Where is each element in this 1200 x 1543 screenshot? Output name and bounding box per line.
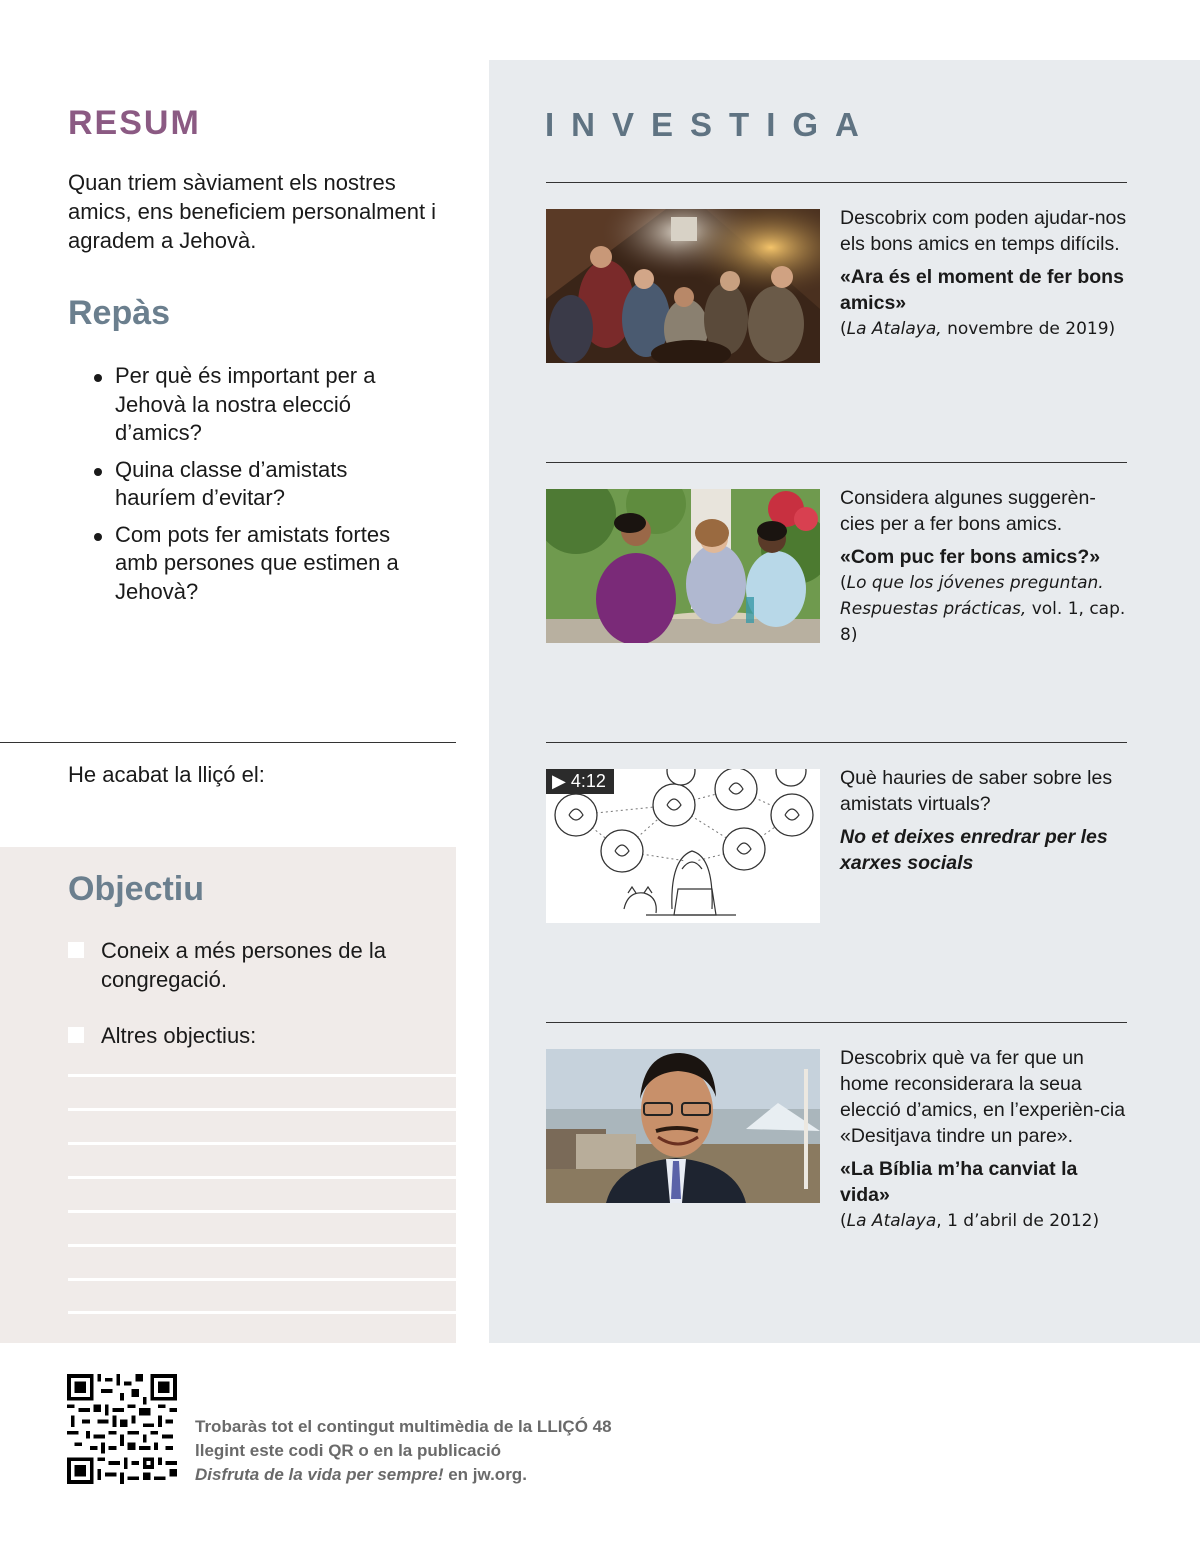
qr-code[interactable] [67,1374,177,1484]
research-item-title[interactable]: No et deixes enredrar per les xarxes socials [840,826,1108,874]
qr-code-icon [67,1374,177,1484]
review-question [92,362,422,448]
goal-title: Objectiu [68,870,205,908]
writing-line[interactable] [68,1311,456,1314]
writing-line[interactable] [68,1210,456,1213]
source-detail: vol. 1, cap. 8) [840,599,1126,645]
footer-line: llegint este codi QR o en la publicació [195,1441,502,1460]
writing-line[interactable] [68,1074,456,1077]
video-duration-badge [546,769,614,794]
review-list [92,362,422,614]
research-item-info [840,485,1130,648]
attic-group-photo [546,209,820,363]
review-question [92,521,422,607]
footer-line: Trobaràs tot el contingut multimèdia de la LLIÇÓ 48 [195,1417,612,1436]
checkbox-icon[interactable] [68,1027,84,1043]
research-item-source: (Lo que los jóvenes preguntan. Respuestas prácticas, vol. 1, cap. 8) [840,573,1126,645]
research-item-title[interactable]: «Com puc fer bons amics?» [840,546,1101,568]
research-item-source: (La Atalaya, novembre de 2019) [840,319,1116,339]
bullet-icon [94,374,102,382]
divider [0,742,456,743]
summary-text: Quan triem sàviament els nostres amics, ens beneficiem personalment i agradem a Jehovà. [68,170,437,253]
review-question-text: Com pots fer amistats fortes amb persones que estimen a Jehovà? [115,521,399,604]
footer-note [195,1415,612,1487]
source-publication: La Atalaya, [846,319,942,339]
source-publication: La Atalaya [846,1211,937,1231]
video-thumbnail[interactable] [546,769,820,923]
summary-title: RESUM [68,104,201,142]
play-icon[interactable]: ▶ [552,771,566,791]
goal-item-text: Coneix a més persones de la congregació. [101,938,386,992]
goal-box [0,847,456,1343]
divider [546,1022,1127,1023]
research-thumbnail[interactable] [546,489,820,643]
writing-line[interactable] [68,1244,456,1247]
bullet-icon [94,468,102,476]
source-detail: , 1 d’abril de 2012) [936,1211,1100,1231]
footer-line [195,1463,612,1487]
research-thumbnail[interactable] [546,209,820,363]
source-detail: novembre de 2019) [941,319,1116,339]
goal-item[interactable] [68,1022,428,1051]
review-question-text: Quina classe d’amistats hauríem d’evitar? [115,456,348,510]
research-item-title[interactable]: «La Bíblia m’ha canviat la vida» [840,1158,1078,1206]
man-portrait-photo [546,1049,820,1203]
research-item-description: Considera algunes suggerèn-cies per a fer bons amics. [840,487,1096,535]
review-question [92,456,422,513]
footer-suffix: en jw.org. [443,1465,527,1484]
research-item-info [840,1045,1130,1234]
review-title: Repàs [68,294,171,332]
research-item-source: (La Atalaya, 1 d’abril de 2012) [840,1211,1100,1231]
finished-date-label: He acabat la lliçó el: [68,762,265,787]
research-item-info [840,765,1130,876]
checkbox-icon[interactable] [68,942,84,958]
video-duration: 4:12 [570,771,606,791]
bullet-icon [94,533,102,541]
friends-cafe-photo [546,489,820,643]
publication-title[interactable]: Disfruta de la vida per sempre! [195,1465,444,1484]
writing-line[interactable] [68,1278,456,1281]
writing-line[interactable] [68,1142,456,1145]
divider [546,462,1127,463]
research-item-description: Què hauries de saber sobre les amistats virtuals? [840,767,1113,815]
review-question-text: Per què és important per a Jehovà la nostra elecció d’amics? [115,363,376,445]
goal-item-text: Altres objectius: [101,1023,257,1048]
divider [546,182,1127,183]
research-title: INVESTIGA [545,106,876,143]
writing-line[interactable] [68,1176,456,1179]
writing-line[interactable] [68,1108,456,1111]
research-item-info [840,205,1130,342]
research-thumbnail[interactable] [546,1049,820,1203]
divider [546,742,1127,743]
research-item-description: Descobrix què va fer que un home reconsiderara la seua elecció d’amics, en l’experièn-cia «Desitjava tindre un pare». [840,1047,1126,1147]
research-item-title[interactable]: «Ara és el moment de fer bons amics» [840,266,1124,314]
research-item-description: Descobrix com poden ajudar-nos els bons amics en temps difícils. [840,207,1127,255]
source-publication: Lo que los jóvenes preguntan. Respuestas prácticas, [840,573,1104,619]
goal-item[interactable] [68,937,428,994]
